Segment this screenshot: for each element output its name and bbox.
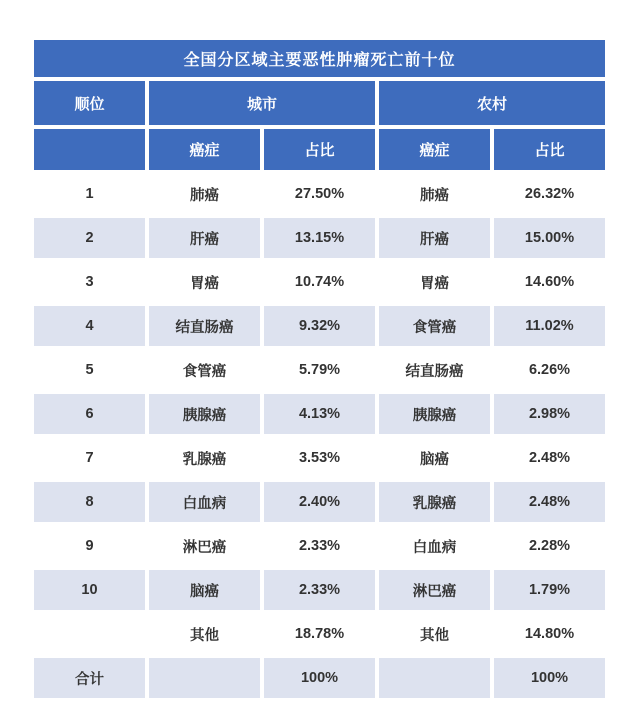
city-cancer-cell: 脑癌 <box>149 570 260 610</box>
city-pct-cell: 13.15% <box>264 218 375 258</box>
rural-cancer-cell: 胃癌 <box>379 262 490 302</box>
rural-pct-cell: 11.02% <box>494 306 605 346</box>
rural-cancer-cell: 肺癌 <box>379 174 490 214</box>
city-pct-cell: 2.33% <box>264 570 375 610</box>
rural-pct-cell: 2.48% <box>494 482 605 522</box>
city-cancer-cell: 胃癌 <box>149 262 260 302</box>
rural-cancer-cell <box>379 658 490 698</box>
city-pct-cell: 9.32% <box>264 306 375 346</box>
city-cancer-cell: 白血病 <box>149 482 260 522</box>
table-row <box>34 526 605 566</box>
city-cancer-cell: 淋巴癌 <box>149 526 260 566</box>
cancer-mortality-table <box>30 36 609 702</box>
city-pct-cell: 5.79% <box>264 350 375 390</box>
city-group-header: 城市 <box>149 81 375 125</box>
city-cancer-cell: 胰腺癌 <box>149 394 260 434</box>
city-pct-cell: 100% <box>264 658 375 698</box>
rural-cancer-cell: 胰腺癌 <box>379 394 490 434</box>
rural-group-header: 农村 <box>379 81 605 125</box>
rural-pct-cell: 6.26% <box>494 350 605 390</box>
city-cancer-cell <box>149 658 260 698</box>
rural-cancer-cell: 淋巴癌 <box>379 570 490 610</box>
table-row <box>34 174 605 214</box>
city-cancer-cell: 食管癌 <box>149 350 260 390</box>
rural-cancer-cell: 结直肠癌 <box>379 350 490 390</box>
city-pct-cell: 4.13% <box>264 394 375 434</box>
city-pct-cell: 3.53% <box>264 438 375 478</box>
table-row <box>34 614 605 654</box>
title-row <box>34 40 605 77</box>
table-row <box>34 658 605 698</box>
rank-cell: 5 <box>34 350 145 390</box>
rank-header-spacer <box>34 129 145 170</box>
rank-cell: 3 <box>34 262 145 302</box>
rank-cell <box>34 614 145 654</box>
rank-cell: 8 <box>34 482 145 522</box>
rural-cancer-cell: 乳腺癌 <box>379 482 490 522</box>
rank-header: 顺位 <box>34 81 145 125</box>
rank-cell: 4 <box>34 306 145 346</box>
rural-cancer-cell: 白血病 <box>379 526 490 566</box>
rural-pct-cell: 26.32% <box>494 174 605 214</box>
rural-pct-cell: 14.60% <box>494 262 605 302</box>
rank-cell: 合计 <box>34 658 145 698</box>
rural-cancer-cell: 食管癌 <box>379 306 490 346</box>
rural-pct-cell: 15.00% <box>494 218 605 258</box>
table-title: 全国分区域主要恶性肿瘤死亡前十位 <box>34 40 605 77</box>
city-pct-cell: 18.78% <box>264 614 375 654</box>
city-cancer-cell: 乳腺癌 <box>149 438 260 478</box>
city-pct-cell: 2.33% <box>264 526 375 566</box>
rank-cell: 10 <box>34 570 145 610</box>
table-row <box>34 570 605 610</box>
rank-cell: 1 <box>34 174 145 214</box>
sub-header-row <box>34 129 605 170</box>
rural-pct-header: 占比 <box>494 129 605 170</box>
rural-pct-cell: 2.48% <box>494 438 605 478</box>
table-row <box>34 394 605 434</box>
table-row <box>34 350 605 390</box>
rural-cancer-cell: 肝癌 <box>379 218 490 258</box>
rural-cancer-cell: 其他 <box>379 614 490 654</box>
city-cancer-cell: 肝癌 <box>149 218 260 258</box>
city-pct-cell: 2.40% <box>264 482 375 522</box>
rank-cell: 2 <box>34 218 145 258</box>
table-row <box>34 306 605 346</box>
rural-pct-cell: 100% <box>494 658 605 698</box>
city-pct-cell: 10.74% <box>264 262 375 302</box>
rural-pct-cell: 2.28% <box>494 526 605 566</box>
group-header-row <box>34 81 605 125</box>
rank-cell: 9 <box>34 526 145 566</box>
city-pct-cell: 27.50% <box>264 174 375 214</box>
city-cancer-cell: 结直肠癌 <box>149 306 260 346</box>
table-body <box>34 174 605 698</box>
rural-pct-cell: 2.98% <box>494 394 605 434</box>
table-row <box>34 438 605 478</box>
rural-pct-cell: 14.80% <box>494 614 605 654</box>
city-cancer-header: 癌症 <box>149 129 260 170</box>
rural-cancer-cell: 脑癌 <box>379 438 490 478</box>
rural-pct-cell: 1.79% <box>494 570 605 610</box>
city-cancer-cell: 肺癌 <box>149 174 260 214</box>
city-pct-header: 占比 <box>264 129 375 170</box>
rank-cell: 7 <box>34 438 145 478</box>
table-row <box>34 218 605 258</box>
table-row <box>34 262 605 302</box>
rural-cancer-header: 癌症 <box>379 129 490 170</box>
rank-cell: 6 <box>34 394 145 434</box>
city-cancer-cell: 其他 <box>149 614 260 654</box>
table-row <box>34 482 605 522</box>
